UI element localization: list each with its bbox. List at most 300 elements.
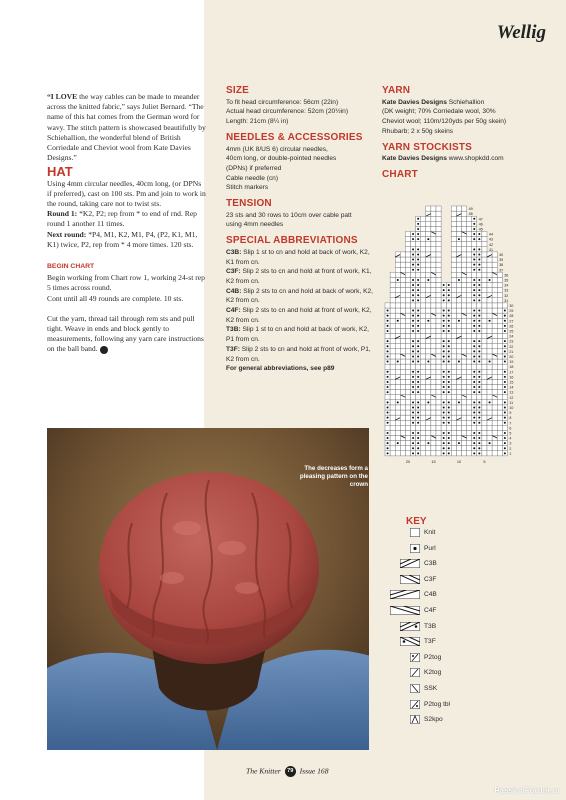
row-label: 12	[509, 395, 514, 400]
purl-dot	[478, 406, 480, 408]
pattern-intro-column	[47, 92, 207, 355]
chart-cell	[462, 247, 467, 252]
chart-cell	[436, 272, 441, 277]
purl-dot	[417, 223, 419, 225]
chart-cell	[390, 349, 395, 354]
chart-cell	[456, 446, 461, 451]
purl-dot	[504, 391, 506, 393]
purl-dot	[443, 340, 445, 342]
purl-dot	[478, 299, 480, 301]
purl-dot	[504, 330, 506, 332]
chart-cell	[431, 267, 436, 272]
chart-cell	[477, 303, 482, 308]
purl-dot	[427, 238, 429, 240]
chart-cell	[472, 364, 477, 369]
chart-cell	[421, 257, 426, 262]
chart-cell	[446, 364, 451, 369]
chart-cell	[497, 277, 502, 282]
chart-cell	[426, 390, 431, 395]
chart-cell	[467, 390, 472, 395]
chart-cell	[426, 339, 431, 344]
purl-dot	[412, 417, 414, 419]
chart-cell	[456, 379, 461, 384]
chart-cell	[492, 283, 497, 288]
chart-cell	[467, 262, 472, 267]
chart-cell	[467, 221, 472, 226]
chart-cell	[405, 313, 410, 318]
chart-cell	[482, 430, 487, 435]
chart-cell	[502, 425, 507, 430]
chart-cell	[431, 323, 436, 328]
purl-dot	[473, 432, 475, 434]
chart-cell	[390, 277, 395, 282]
chart-cell	[426, 221, 431, 226]
key-heading: KEY	[406, 516, 427, 527]
chart-cell	[487, 283, 492, 288]
abbreviations-heading: SPECIAL ABBREVIATIONS	[226, 235, 358, 247]
chart-cell	[462, 252, 467, 257]
purl-dot	[397, 320, 399, 322]
purl-dot	[417, 401, 419, 403]
chart-cell	[405, 339, 410, 344]
purl-dot	[504, 376, 506, 378]
chart-cell	[456, 272, 461, 277]
chart-cell	[467, 379, 472, 384]
purl-dot	[473, 355, 475, 357]
chart-cell	[456, 344, 461, 349]
chart-cell	[400, 252, 405, 257]
row-label: 11	[509, 400, 514, 405]
chart-cell	[451, 420, 456, 425]
chart-cell	[436, 308, 441, 313]
chart-cell	[502, 395, 507, 400]
chart-cell	[436, 318, 441, 323]
chart-cell	[436, 283, 441, 288]
purl-dot	[448, 289, 450, 291]
purl-dot	[473, 248, 475, 250]
chart-cell	[400, 441, 405, 446]
chart-cell	[426, 308, 431, 313]
hat-round1: Round 1: *K2, P2; rep from * to end of rnd. Rep round 1 another 11 times.	[47, 209, 197, 229]
purl-dot	[443, 412, 445, 414]
chart-cell	[462, 349, 467, 354]
chart-cell	[482, 385, 487, 390]
chart-cell	[436, 247, 441, 252]
purl-dot	[412, 340, 414, 342]
purl-dot	[427, 361, 429, 363]
chart-cell	[431, 446, 436, 451]
chart-cell	[492, 410, 497, 415]
purl-dot	[473, 279, 475, 281]
purl-dot	[412, 299, 414, 301]
chart-cell	[421, 420, 426, 425]
chart-cell	[502, 334, 507, 339]
chart-cell	[492, 369, 497, 374]
chart-cell	[421, 354, 426, 359]
purl-dot	[412, 371, 414, 373]
size-line: To fit head circumference: 56cm (22in)	[226, 98, 339, 106]
needles-line: (DPNs) if preferred	[226, 164, 282, 172]
chart-cell	[487, 349, 492, 354]
chart-cell	[411, 425, 416, 430]
col-label: 5	[483, 459, 486, 464]
row-label: 31	[504, 298, 509, 303]
chart-cell	[400, 349, 405, 354]
chart-cell	[482, 374, 487, 379]
purl-dot	[412, 233, 414, 235]
chart-cell	[467, 323, 472, 328]
chart-cell	[477, 272, 482, 277]
chart-cell	[395, 436, 400, 441]
chart-cell	[431, 441, 436, 446]
chart-cell	[400, 298, 405, 303]
chart-cell	[451, 334, 456, 339]
chart-cell	[456, 425, 461, 430]
chart-cell	[436, 405, 441, 410]
chart-cell	[451, 364, 456, 369]
chart-cell	[497, 369, 502, 374]
chart-cell	[451, 430, 456, 435]
chart-cell	[492, 400, 497, 405]
row-label: 17	[509, 370, 514, 375]
purl-dot	[417, 442, 419, 444]
chart-cell	[431, 293, 436, 298]
purl-dot	[387, 371, 389, 373]
purl-dot	[504, 340, 506, 342]
chart-cell	[451, 283, 456, 288]
chart-cell	[436, 237, 441, 242]
chart-cell	[431, 247, 436, 252]
purl-dot	[417, 355, 419, 357]
chart-cell	[421, 283, 426, 288]
chart-cell	[487, 354, 492, 359]
chart-cell	[456, 323, 461, 328]
purl-dot	[412, 386, 414, 388]
chart-cell	[421, 379, 426, 384]
chart-cell	[462, 242, 467, 247]
chart-cell	[390, 405, 395, 410]
key-label: C4F	[424, 607, 437, 614]
row-label: 41	[489, 247, 493, 252]
chart-cell	[451, 267, 456, 272]
chart-cell	[487, 272, 492, 277]
chart-cell	[431, 216, 436, 221]
chart-cell	[405, 374, 410, 379]
tension-line: 23 sts and 30 rows to 10cm over cable patt	[226, 211, 352, 219]
purl-dot	[448, 381, 450, 383]
chart-cell	[421, 405, 426, 410]
chart-cell	[467, 232, 472, 237]
chart-cell	[441, 303, 446, 308]
chart-cell	[405, 405, 410, 410]
chart-cell	[482, 364, 487, 369]
chart-cell	[462, 415, 467, 420]
chart-cell	[477, 242, 482, 247]
chart-cell	[400, 390, 405, 395]
purl-dot	[448, 386, 450, 388]
chart-cell	[482, 237, 487, 242]
chart-cell	[467, 272, 472, 277]
chart-cell	[390, 318, 395, 323]
chart-cell	[405, 293, 410, 298]
chart-cell	[395, 379, 400, 384]
chart-cell	[400, 364, 405, 369]
chart-cell	[400, 430, 405, 435]
purl-dot	[478, 386, 480, 388]
chart-cell	[436, 441, 441, 446]
chart-cell	[426, 303, 431, 308]
chart-cell	[451, 390, 456, 395]
chart-cell	[426, 405, 431, 410]
chart-cell	[421, 318, 426, 323]
chart-cell	[390, 283, 395, 288]
chart-cell	[431, 405, 436, 410]
chart-cell	[482, 395, 487, 400]
chart-cell	[451, 425, 456, 430]
purl-dot	[443, 315, 445, 317]
chart-cell	[497, 303, 502, 308]
chart-cell	[497, 344, 502, 349]
chart-cell	[482, 288, 487, 293]
chart-cell	[395, 257, 400, 262]
chart-cell	[436, 277, 441, 282]
chart-cell	[497, 374, 502, 379]
chart-cell	[451, 446, 456, 451]
chart-cell	[405, 425, 410, 430]
purl-dot	[504, 386, 506, 388]
purl-dot	[473, 406, 475, 408]
key-swatch-icon	[410, 700, 420, 709]
purl-dot	[417, 248, 419, 250]
chart-cell	[400, 369, 405, 374]
chart-cell	[436, 232, 441, 237]
chart-cell	[436, 374, 441, 379]
chart-cell	[405, 436, 410, 441]
chart-cell	[385, 395, 390, 400]
purl-dot	[473, 361, 475, 363]
purl-dot	[489, 361, 491, 363]
chart-cell	[385, 303, 390, 308]
chart-cell	[462, 237, 467, 242]
purl-dot	[473, 284, 475, 286]
chart-cell	[431, 328, 436, 333]
chart-cell	[426, 267, 431, 272]
hat-cast-on: Using 4mm circular needles, 40cm long, (or DPNs if preferred), cast on 100 sts. Pm and join to work in the round, taking care not to twist sts.	[47, 178, 206, 209]
purl-dot	[417, 325, 419, 327]
chart-cell	[421, 425, 426, 430]
row-label: 39	[499, 258, 504, 263]
chart-cell	[497, 425, 502, 430]
chart-cell	[497, 420, 502, 425]
purl-dot	[412, 253, 414, 255]
chart-cell	[492, 288, 497, 293]
chart-cell	[462, 267, 467, 272]
purl-dot	[504, 325, 506, 327]
chart-cell	[462, 277, 467, 282]
chart-cell	[421, 344, 426, 349]
purl-dot	[504, 371, 506, 373]
purl-dot	[397, 279, 399, 281]
chart-cell	[451, 395, 456, 400]
purl-dot	[443, 437, 445, 439]
purl-dot	[458, 279, 460, 281]
chart-cell	[395, 410, 400, 415]
chart-heading: CHART	[382, 168, 418, 180]
stockist-link[interactable]: www.shopkdd.com	[446, 155, 504, 163]
yarn-name: Kate Davies Designs Schiehallion	[382, 98, 485, 106]
purl-dot	[427, 401, 429, 403]
purl-dot	[504, 452, 506, 454]
chart-cell	[400, 420, 405, 425]
chart-cell	[456, 369, 461, 374]
chart-cell	[482, 257, 487, 262]
chart-cell	[451, 277, 456, 282]
chart-cell	[467, 303, 472, 308]
purl-dot	[504, 432, 506, 434]
chart-cell	[482, 420, 487, 425]
chart-cell	[431, 400, 436, 405]
chart-cell	[431, 385, 436, 390]
chart-cell	[451, 410, 456, 415]
key-swatch-icon	[400, 637, 420, 646]
hat-next-round: Next round: *P4, M1, K2, M1, P4, (P2, K1, M1, K1) twice, P2, rep from * 4 more times. 120 sts.	[47, 229, 198, 249]
purl-dot	[412, 350, 414, 352]
chart-cell	[426, 369, 431, 374]
chart-cell	[451, 232, 456, 237]
chart-cell	[436, 390, 441, 395]
chart-cell	[390, 359, 395, 364]
chart-cell	[390, 415, 395, 420]
chart-cell	[497, 451, 502, 456]
chart-cell	[400, 410, 405, 415]
row-label: 18	[509, 365, 514, 370]
knitting-chart	[380, 200, 560, 500]
key-item	[382, 715, 542, 725]
purl-dot	[417, 233, 419, 235]
purl-dot	[412, 269, 414, 271]
chart-cell	[462, 390, 467, 395]
yarn-line: (DK weight; 70% Corriedale wool, 30%	[382, 108, 496, 116]
purl-dot	[387, 325, 389, 327]
purl-dot	[448, 325, 450, 327]
chart-cell	[482, 390, 487, 395]
chart-cell	[405, 344, 410, 349]
chart-cell	[456, 349, 461, 354]
purl-dot	[478, 289, 480, 291]
chart-cell	[492, 374, 497, 379]
purl-dot	[478, 294, 480, 296]
chart-cell	[451, 369, 456, 374]
chart-cell	[462, 262, 467, 267]
chart-cell	[451, 436, 456, 441]
purl-dot	[412, 381, 414, 383]
chart-cell	[487, 262, 492, 267]
chart-cell	[390, 436, 395, 441]
chart-cell	[395, 288, 400, 293]
purl-dot	[443, 299, 445, 301]
purl-dot	[448, 345, 450, 347]
chart-cell	[487, 323, 492, 328]
purl-dot	[443, 330, 445, 332]
row-label: 20	[509, 355, 514, 359]
chart-cell	[482, 339, 487, 344]
row-label: 2	[509, 446, 512, 451]
row-label: 27	[509, 319, 514, 324]
row-label: 14	[509, 385, 514, 390]
chart-cell	[451, 323, 456, 328]
chart-cell	[431, 410, 436, 415]
chart-cell	[431, 211, 436, 216]
chart-cell	[431, 390, 436, 395]
chart-cell	[405, 247, 410, 252]
chart-cell	[467, 385, 472, 390]
purl-dot	[412, 422, 414, 424]
chart-cell	[395, 328, 400, 333]
chart-cell	[421, 339, 426, 344]
purl-dot	[417, 340, 419, 342]
chart-cell	[451, 221, 456, 226]
purl-dot	[443, 371, 445, 373]
purl-dot	[427, 442, 429, 444]
purl-dot	[417, 299, 419, 301]
chart-cell	[431, 420, 436, 425]
purl-dot	[473, 269, 475, 271]
purl-dot	[417, 406, 419, 408]
chart-cell	[482, 242, 487, 247]
chart-cell	[487, 313, 492, 318]
row-label: 5	[509, 431, 512, 436]
chart-cell	[462, 334, 467, 339]
chart-cell	[421, 328, 426, 333]
chart-cell	[405, 272, 410, 277]
chart-cell	[482, 328, 487, 333]
chart-cell	[416, 425, 421, 430]
purl-dot	[473, 422, 475, 424]
chart-cell	[405, 354, 410, 359]
key-swatch-icon	[410, 544, 420, 553]
chart-cell	[497, 436, 502, 441]
chart-cell	[451, 216, 456, 221]
purl-dot	[417, 422, 419, 424]
chart-cell	[436, 344, 441, 349]
row-label: 30	[509, 304, 514, 308]
chart-cell	[492, 415, 497, 420]
chart-cell	[421, 436, 426, 441]
purl-dot	[473, 401, 475, 403]
purl-dot	[448, 315, 450, 317]
chart-cell	[456, 221, 461, 226]
row-label: 25	[509, 329, 514, 334]
row-label: 6	[509, 426, 512, 431]
purl-dot	[417, 350, 419, 352]
chart-cell	[416, 272, 421, 277]
purl-dot	[473, 233, 475, 235]
chart-cell	[426, 364, 431, 369]
chart-cell	[421, 359, 426, 364]
chart-cell	[487, 425, 492, 430]
chart-cell	[497, 415, 502, 420]
purl-dot	[448, 376, 450, 378]
chart-cell	[395, 313, 400, 318]
chart-cell	[462, 379, 467, 384]
purl-dot	[473, 452, 475, 454]
purl-dot	[478, 447, 480, 449]
chart-cell	[426, 272, 431, 277]
row-label: 42	[489, 242, 493, 247]
chart-cell	[400, 257, 405, 262]
chart-cell	[416, 303, 421, 308]
row-label: 15	[509, 380, 514, 385]
